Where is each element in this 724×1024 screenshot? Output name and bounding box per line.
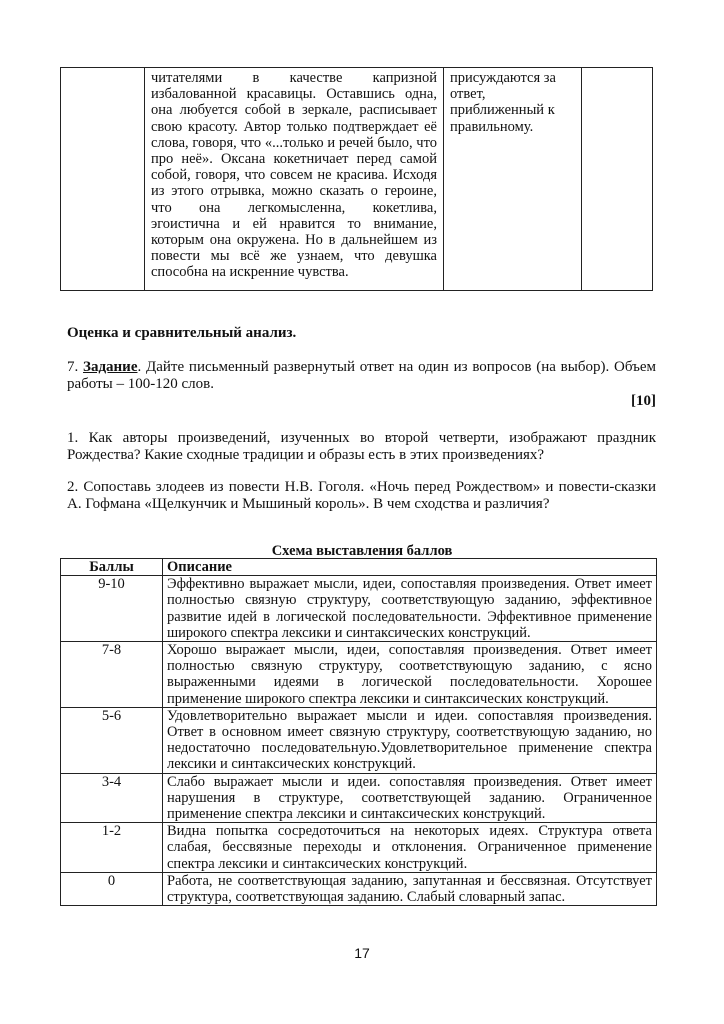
description-cell: Хорошо выражает мысли, идеи, сопоставляя произведения. Ответ имеет полностью связную структуру, соответствующую заданию, с ясно выраженными идеями в логической последовательности. Хорошее применение широкого спектра лексики и синтаксических конструкций. [163, 642, 657, 708]
scoring-table [60, 558, 657, 906]
scheme-title: Схема выставления баллов [271, 543, 453, 559]
table-row [61, 773, 657, 823]
score-cell: 9-10 [61, 576, 163, 642]
score-cell: 5-6 [61, 707, 163, 773]
task-number: 7. [67, 359, 79, 375]
section-title: Оценка и сравнительный анализ. [67, 325, 297, 341]
description-cell: Слабо выражает мысли и идеи. сопоставляя произведения. Ответ имеет нарушения в структуре, соответствующей заданию. Ограниченное применение спектра лексики и синтаксических конструкций. [163, 773, 657, 823]
description-cell: Видна попытка сосредоточиться на некоторых идеях. Структура ответа слабая, бессвязные переходы и отклонения. Ограниченное применение спектра лексики и синтаксических конструкций. [163, 823, 657, 873]
table-row [61, 707, 657, 773]
description-cell: Эффективно выражает мысли, идеи, сопоставляя произведения. Ответ имеет полностью связную структуру, соответствующую заданию, эффективное развитие идей в логической последовательности. Эффективное применение широкого спектра лексики и синтаксических конструкций. [163, 576, 657, 642]
task-paragraph [67, 359, 656, 394]
answer-text-cell: читателями в качестве капризной избалованной красавицы. Оставшись одна, она любуется собой в зеркале, расписывает свою красоту. Автор только подтверждает её слова, говоря, что «...только и речей было, что про неё». Оксана кокетничает перед самой собой, говоря, что совсем не красива. Исходя из этого отрывка, можно сказать о героине, что она легкомысленна, кокетлива, эгоистична и ей нравится то внимание, которым она окружена. Но в дальнейшем из повести мы всё же узнаем, что девушка способна на искренние чувства. [145, 68, 444, 291]
answer-table [60, 67, 653, 291]
question-1: 1. Как авторы произведений, изученных во второй четверти, изображают праздник Рождества? Какие сходные традиции и образы есть в этих произведениях? [67, 430, 656, 464]
score-cell: 3-4 [61, 773, 163, 823]
table-row [61, 68, 653, 291]
table-row [61, 576, 657, 642]
table-row [61, 823, 657, 873]
table-header-row [61, 559, 657, 576]
description-cell: Работа, не соответствующая заданию, запутанная и бессвязная. Отсутствует структура, соответствующая заданию. Слабый словарный запас. [163, 872, 657, 905]
header-score: Баллы [61, 559, 163, 576]
description-cell: Удовлетворительно выражает мысли и идеи. сопоставляя произведения. Ответ в основном имеет связную структуру, соответствующую заданию, но недостаточно последовательную.Удовлетворительное применение спектра лексики и синтаксических конструкций. [163, 707, 657, 773]
header-description: Описание [163, 559, 657, 576]
empty-cell [61, 68, 145, 291]
page-number: 17 [354, 945, 370, 961]
table-row [61, 642, 657, 708]
task-text: . Дайте письменный развернутый ответ на один из вопросов (на выбор). Объем работы – 100-120 слов. [67, 359, 656, 393]
score-cell: 1-2 [61, 823, 163, 873]
score-cell: 0 [61, 872, 163, 905]
table-row [61, 872, 657, 905]
question-2: 2. Сопоставь злодеев из повести Н.В. Гоголя. «Ночь перед Рождеством» и повести-сказки А. Гофмана «Щелкунчик и Мышиный король». В чем сходства и различия? [67, 479, 656, 513]
task-points: [10] [631, 393, 656, 409]
empty-cell [582, 68, 653, 291]
task-label: Задание [83, 359, 138, 375]
score-cell: 7-8 [61, 642, 163, 708]
points-note-cell: присуждаются за ответ, приближенный к правильному. [444, 68, 582, 291]
